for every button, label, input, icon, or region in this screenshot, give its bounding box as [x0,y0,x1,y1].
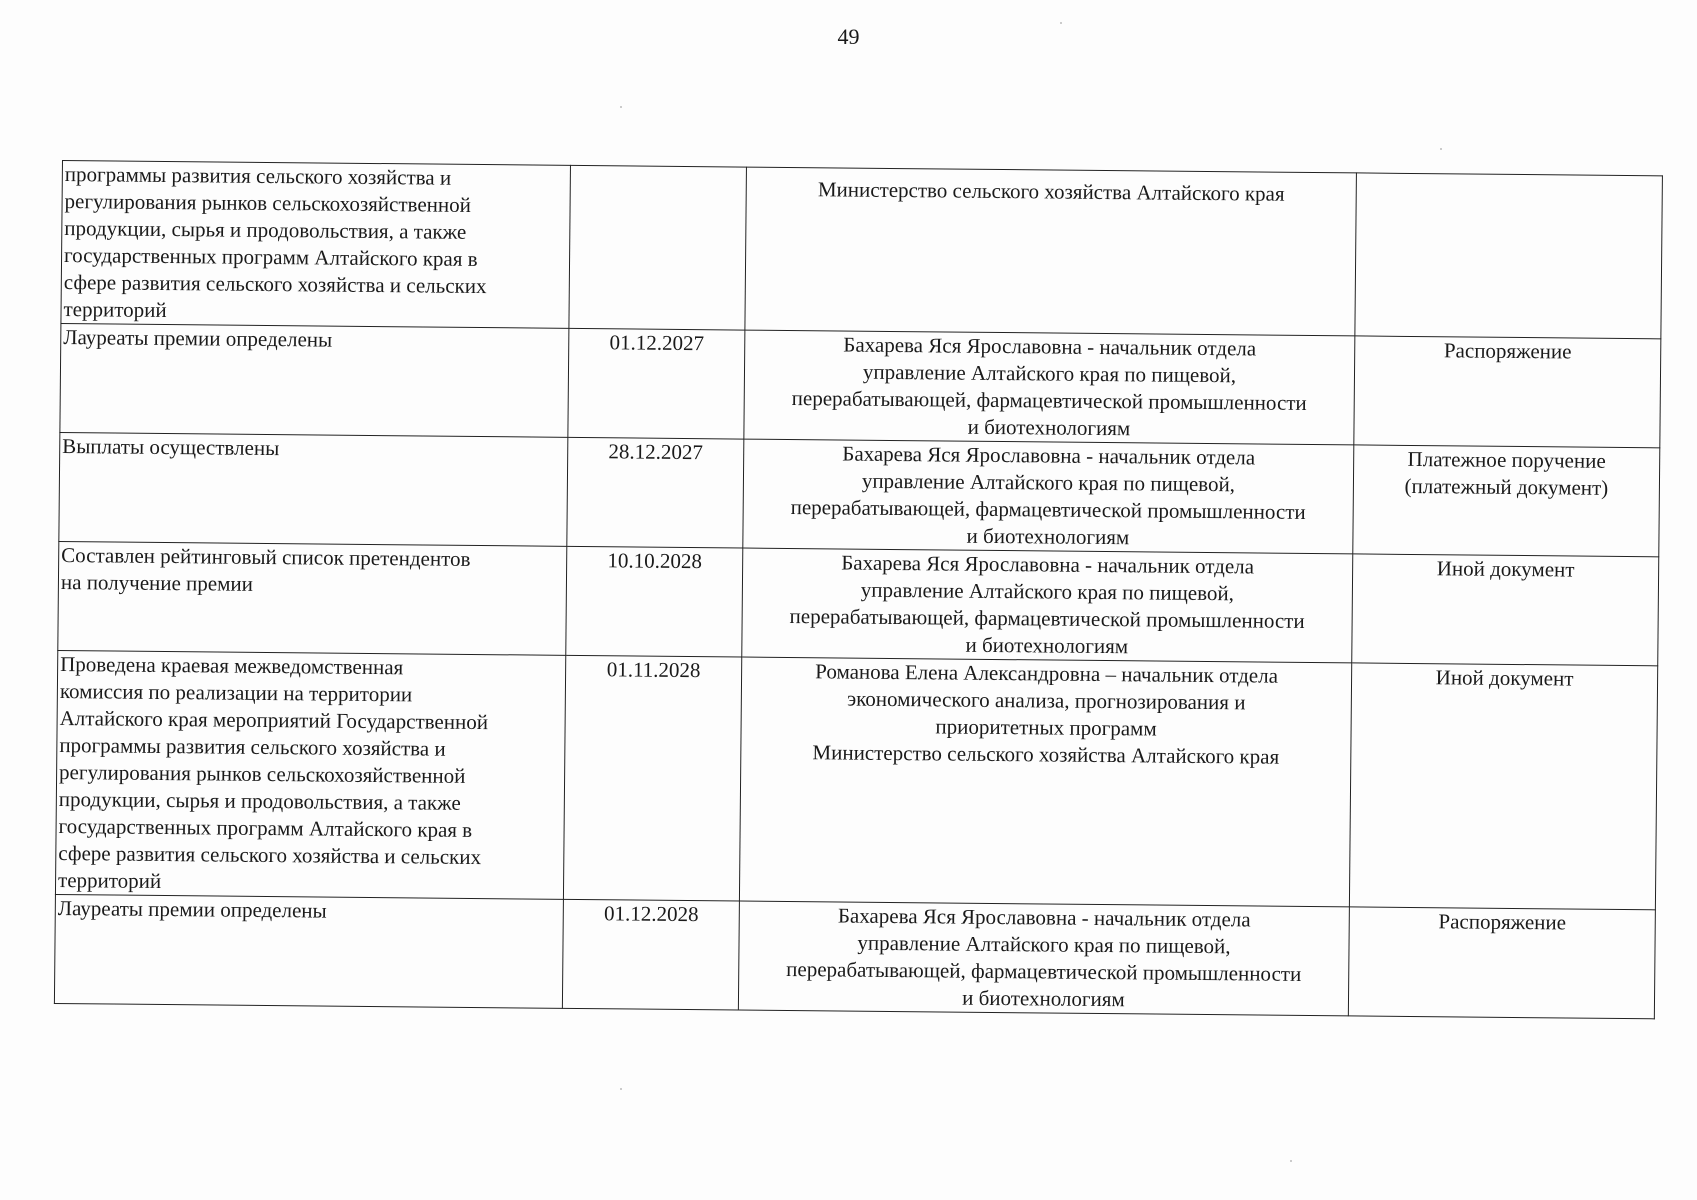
task-name-line: Лауреаты премии определены [57,895,327,923]
task-name-line: комиссия по реализации на территории [59,679,413,707]
table-row [59,432,1660,556]
document-line: Иной документ [1435,665,1574,691]
table-row [60,323,1661,447]
responsible-line: и биотехнологиям [965,632,1129,659]
responsible-line: и биотехнологиям [966,523,1130,550]
responsible-cell [743,439,1354,554]
table-row [54,894,1655,1018]
task-name-line: регулирования рынков сельскохозяйственной [59,760,466,788]
task-name-line: Лауреаты премии определены [63,325,333,352]
date-cell: 01.11.2028 [563,655,741,901]
scan-speck [1290,1160,1292,1162]
task-name-line: продукции, сырья и продовольствия, а также [58,786,461,815]
responsible-line: управление Алтайского края по пищевой, [860,577,1235,606]
responsible-line: перерабатывающей, фармацевтической промышленности [790,495,1306,524]
plan-table [54,160,1663,1019]
responsible-cell [744,330,1355,445]
responsible-line: приоритетных программ [935,714,1157,741]
document-line: (платежный документ) [1404,473,1609,500]
scan-speck [1060,22,1062,24]
responsible-line: Романова Елена Александровна – начальник отдела [815,659,1279,688]
date-cell: 28.12.2027 [567,437,744,548]
task-name-cell [55,650,565,899]
task-name-line: Выплаты осуществлены [62,434,280,461]
responsible-line: Бахарева Яся Ярославовна - начальник отдела [841,550,1255,579]
responsible-line: управление Алтайского края по пищевой, [862,359,1237,388]
document-cell [1348,907,1655,1019]
task-name-line: территорий [63,297,167,323]
responsible-line: и биотехнологиям [967,414,1131,441]
responsible-line: экономического анализа, прогнозирования и [847,686,1246,715]
scan-speck [620,106,622,108]
scan-speck [620,1088,622,1090]
scan-speck [1440,148,1442,150]
table-row [61,161,1662,339]
responsible-line: и биотехнологиям [962,985,1125,1012]
task-name-line: Составлен рейтинговый список претендентов [61,543,471,571]
table-row [55,650,1657,909]
task-name-line: государственных программ Алтайского края в [63,243,478,271]
document-line: Иной документ [1436,556,1575,582]
document-line: Распоряжение [1438,909,1567,935]
document-line: Платежное поручение [1407,446,1606,473]
table-sheet [54,160,1662,1019]
responsible-cell [738,901,1349,1016]
task-name-line: Алтайского края мероприятий Государственной [59,706,489,735]
responsible-line: Бахарева Яся Ярославовна - начальник отдела [843,332,1257,361]
responsible-line: перерабатывающей, фармацевтической промышленности [786,956,1302,986]
date-cell [569,165,747,330]
task-name-line: программы развития сельского хозяйства и [59,733,446,761]
task-name-line: территорий [57,867,162,893]
date-cell: 01.12.2027 [568,328,745,439]
responsible-line: управление Алтайского края по пищевой, [861,468,1236,497]
responsible-line: Бахарева Яся Ярославовна - начальник отдела [837,903,1251,932]
task-name-cell [61,161,571,329]
responsible-line: перерабатывающей, фармацевтической промышленности [789,604,1305,633]
task-name-line: на получение премии [60,570,254,596]
document-cell [1349,663,1657,910]
task-name-line: государственных программ Алтайского края в [58,813,473,842]
responsible-line: Министерство сельского хозяйства Алтайского края [817,177,1285,206]
task-name-cell [54,894,563,1008]
responsible-line: Бахарева Яся Ярославовна - начальник отдела [842,441,1256,470]
date-cell: 01.12.2028 [562,899,739,1010]
task-name-line: программы развития сельского хозяйства и [64,162,452,190]
document-cell [1355,173,1663,339]
responsible-line: управление Алтайского края по пищевой, [857,930,1231,959]
task-name-cell [59,432,568,546]
task-name-cell [60,323,569,437]
date-cell: 10.10.2028 [566,546,743,657]
responsible-cell [739,657,1351,907]
document-line: Распоряжение [1443,338,1572,364]
responsible-line: Министерство сельского хозяйства Алтайского края [812,740,1280,769]
responsible-cell [742,548,1353,663]
task-name-line: сфере развития сельского хозяйства и сельских [58,840,482,870]
responsible-line: перерабатывающей, фармацевтической промышленности [791,386,1307,415]
task-name-line: Проведена краевая межведомственная [60,652,404,680]
table-row [58,541,1659,665]
responsible-cell [745,167,1357,336]
document-cell [1353,445,1660,557]
document-cell [1352,554,1659,666]
page-number: 49 [837,24,860,49]
task-name-line: продукции, сырья и продовольствия, а также [64,216,467,244]
task-name-line: сфере развития сельского хозяйства и сельских [63,270,487,299]
task-name-cell [58,541,567,655]
document-cell [1354,336,1661,448]
task-name-line: регулирования рынков сельскохозяйственной [64,189,472,217]
